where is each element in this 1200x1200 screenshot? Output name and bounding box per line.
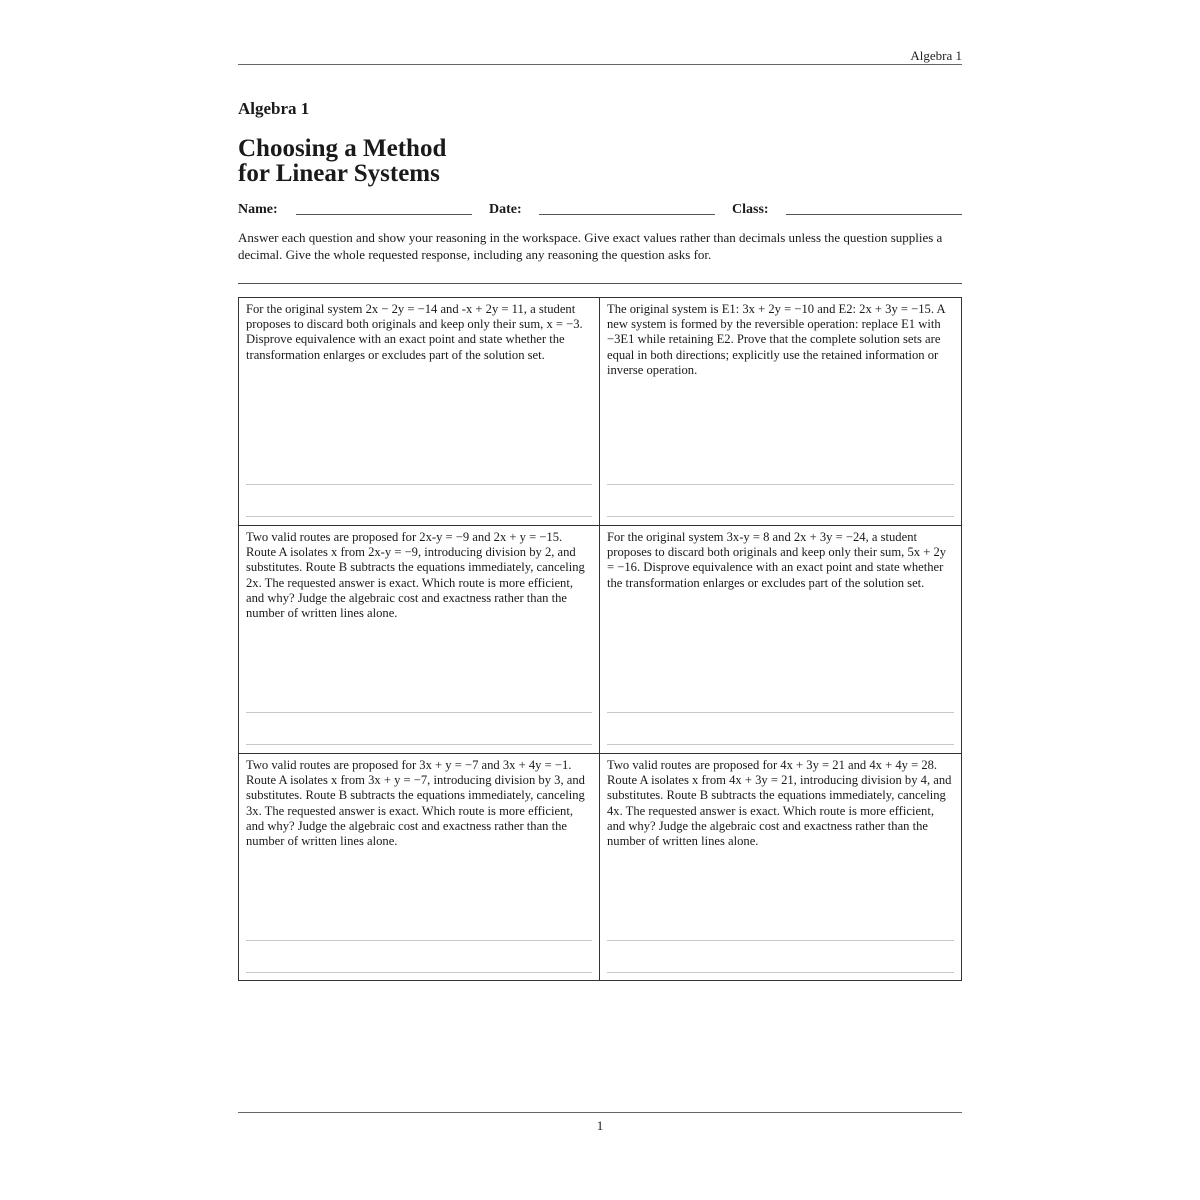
title-line-1: Choosing a Method <box>238 135 447 162</box>
date-blank[interactable] <box>539 214 715 215</box>
worksheet-page <box>238 0 962 1200</box>
answer-line[interactable] <box>246 744 592 745</box>
question-cell <box>600 526 961 754</box>
title-line-2: for Linear Systems <box>238 160 440 187</box>
question-cell <box>600 298 961 526</box>
date-label: Date: <box>489 202 522 217</box>
class-label: Class: <box>732 202 769 217</box>
answer-line[interactable] <box>246 516 592 517</box>
class-blank[interactable] <box>786 214 962 215</box>
question-text: Two valid routes are proposed for 2x-y = −9 and 2x + y = −15. Route A isolates x from 2x-y = −9, introducing division by 2, and substitutes. Route B subtracts the equations immediately, canceling 2x. The requested answer is exact. Which route is more efficient, and why? Judge the algebraic cost and exactness rather than the number of written lines alone. <box>246 530 585 621</box>
student-info-fields <box>238 202 962 224</box>
answer-line[interactable] <box>607 516 954 517</box>
answer-line[interactable] <box>246 712 592 713</box>
question-cell <box>239 298 600 526</box>
question-text: For the original system 2x − 2y = −14 and -x + 2y = 11, a student proposes to discard both originals and keep only their sum, x = −3. Disprove equivalence with an exact point and state whether the transformation enlarges or excludes part of the solution set. <box>246 302 583 362</box>
answer-line[interactable] <box>607 940 954 941</box>
page-title <box>238 136 446 186</box>
instructions-rule <box>238 283 962 284</box>
header-rule <box>238 64 962 65</box>
answer-line[interactable] <box>246 940 592 941</box>
answer-line[interactable] <box>607 484 954 485</box>
answer-line[interactable] <box>607 712 954 713</box>
question-grid <box>238 297 962 981</box>
running-head: Algebra 1 <box>910 48 962 63</box>
question-cell <box>239 754 600 980</box>
question-text: The original system is E1: 3x + 2y = −10 and E2: 2x + 3y = −15. A new system is formed by the reversible operation: replace E1 with −3E1 while retaining E2. Prove that the complete solution sets are equal in both directions; explicitly use the retained information or inverse operation. <box>607 302 945 377</box>
question-text: Two valid routes are proposed for 3x + y = −7 and 3x + 4y = −1. Route A isolates x from 3x + y = −7, introducing division by 3, and substitutes. Route B subtracts the equations immediately, canceling 3x. The requested answer is exact. Which route is more efficient, and why? Judge the algebraic cost and exactness rather than the number of written lines alone. <box>246 758 585 849</box>
name-blank[interactable] <box>296 214 472 215</box>
question-cell <box>239 526 600 754</box>
answer-line[interactable] <box>607 972 954 973</box>
instructions: Answer each question and show your reasoning in the workspace. Give exact values rather than decimals unless the question supplies a decimal. Give the whole requested response, including any reasoning the question asks for. <box>238 230 943 262</box>
course-title: Algebra 1 <box>238 99 310 118</box>
question-text: Two valid routes are proposed for 4x + 3y = 21 and 4x + 4y = 28. Route A isolates x from 4x + 3y = 21, introducing division by 4, and substitutes. Route B subtracts the equations immediately, canceling 4x. The requested answer is exact. Which route is more efficient, and why? Judge the algebraic cost and exactness rather than the number of written lines alone. <box>607 758 952 849</box>
name-label: Name: <box>238 202 278 217</box>
footer-rule <box>238 1112 962 1113</box>
question-text: For the original system 3x-y = 8 and 2x + 3y = −24, a student proposes to discard both originals and keep only their sum, 5x + 2y = −16. Disprove equivalence with an exact point and state whether the transformation enlarges or excludes part of the solution set. <box>607 530 947 590</box>
answer-line[interactable] <box>246 484 592 485</box>
page-number: 1 <box>596 1118 604 1133</box>
question-cell <box>600 754 961 980</box>
answer-line[interactable] <box>607 744 954 745</box>
answer-line[interactable] <box>246 972 592 973</box>
